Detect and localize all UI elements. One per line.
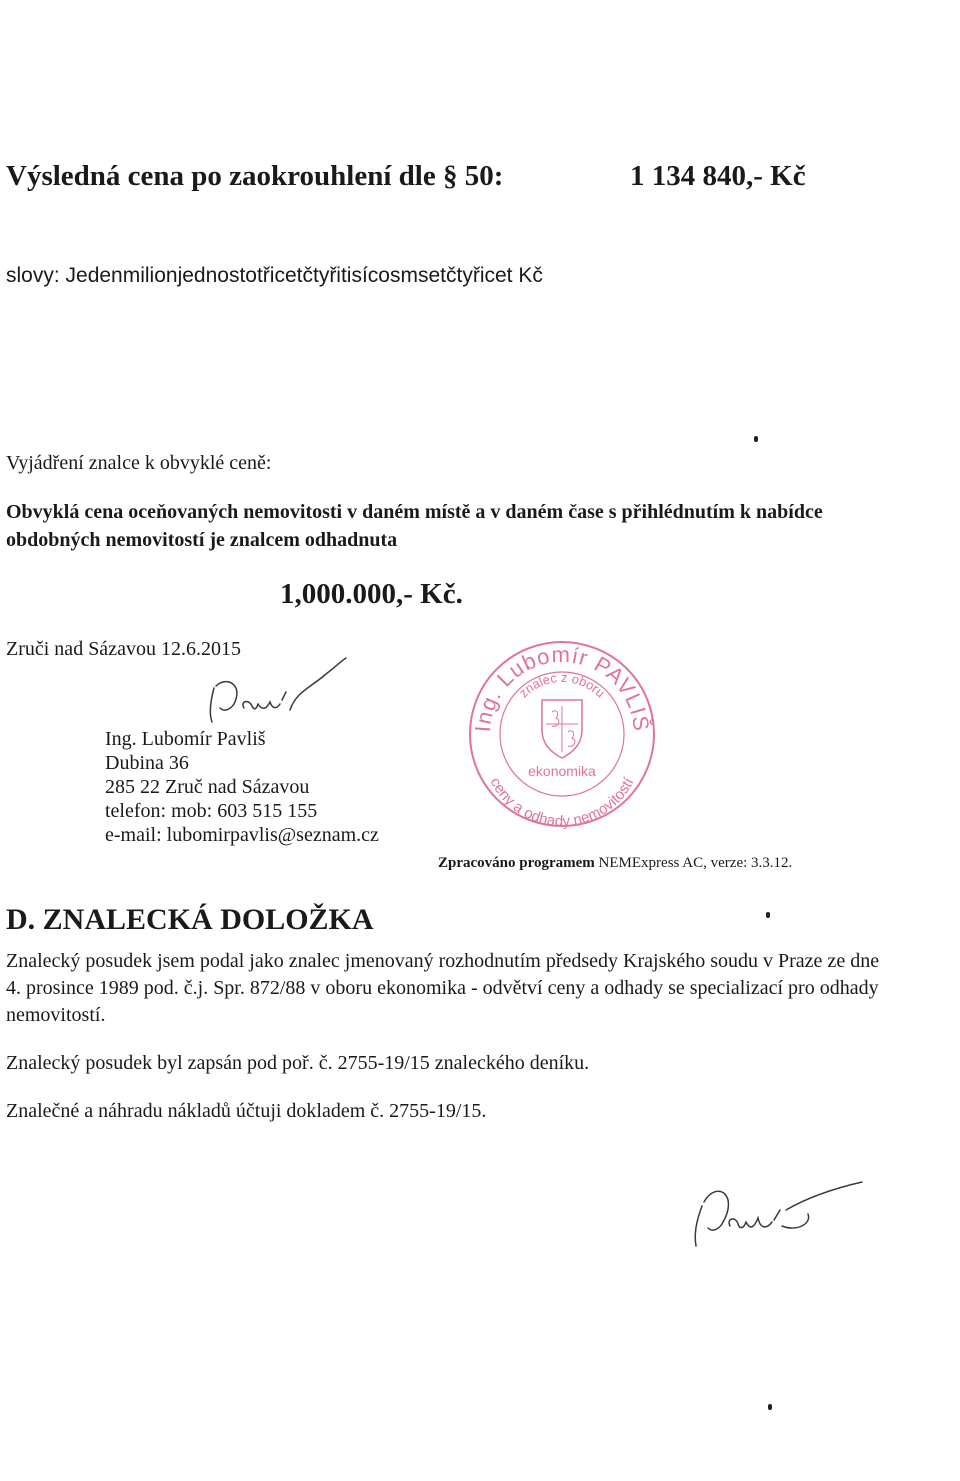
stamp-inner-middle: ekonomika xyxy=(528,763,596,779)
software-name: NEMExpress AC, verze: 3.3.12. xyxy=(598,855,793,871)
expert-street: Dubina 36 xyxy=(105,752,189,774)
expert-name: Ing. Lubomír Pavliš xyxy=(105,728,266,750)
stamp-outer-text: Ing. Lubomír PAVLIŠ xyxy=(469,641,655,734)
section-title: D. ZNALECKÁ DOLOŽKA xyxy=(6,903,374,936)
paragraph-diary: Znalecký posudek byl zapsán pod poř. č. 2755-19/15 znaleckého deníku. xyxy=(6,1052,590,1074)
expert-city: 285 22 Zruč nad Sázavou xyxy=(105,776,310,798)
final-price-value: 1 134 840,- Kč xyxy=(630,160,806,192)
final-price-label: Výsledná cena po zaokrouhlení dle § 50: xyxy=(6,160,504,192)
scan-speck xyxy=(768,1404,772,1410)
scan-speck xyxy=(754,436,758,442)
opinion-heading: Vyjádření znalce k obvyklé ceně: xyxy=(6,452,272,474)
expert-phone: telefon: mob: 603 515 155 xyxy=(105,800,318,822)
opinion-text: Obvyklá cena oceňovaných nemovitosti v daném místě a v daném čase s přihlédnutím k nabídce obdobných nemovitostí je znalcem odhadnuta xyxy=(6,501,823,551)
expert-contact xyxy=(105,727,379,847)
expert-email: e-mail: lubomirpavlis@seznam.cz xyxy=(105,824,379,846)
place-date: Zruči nad Sázavou 12.6.2015 xyxy=(6,638,241,660)
expert-signature xyxy=(200,648,360,728)
software-note xyxy=(438,855,792,872)
stamp-inner-top: znalec z oboru xyxy=(515,669,609,701)
scan-speck xyxy=(766,912,770,918)
paragraph-fee: Znalečné a náhradu nákladů účtuji dokladem č. 2755-19/15. xyxy=(6,1100,487,1122)
expert-stamp xyxy=(462,634,662,834)
software-prefix: Zpracováno programem xyxy=(438,855,595,871)
coat-of-arms-icon xyxy=(542,700,582,758)
closing-signature xyxy=(686,1166,866,1250)
stamp-inner-bottom: ceny a odhady nemovitostí xyxy=(486,774,638,831)
paragraph-appointment: Znalecký posudek jsem podal jako znalec jmenovaný rozhodnutím předsedy Krajského soudu v Praze ze dne 4. prosince 1989 pod. č.j. Spr. 872/88 v oboru ekonomika - odvětví ceny a odhady se specializací pro odhady nemovitostí. xyxy=(6,950,880,1026)
price-in-words: slovy: Jedenmilionjednostotřicetčtyřitisícosmsetčtyřicet Kč xyxy=(6,264,543,287)
usual-price-value: 1,000.000,- Kč. xyxy=(280,578,463,610)
